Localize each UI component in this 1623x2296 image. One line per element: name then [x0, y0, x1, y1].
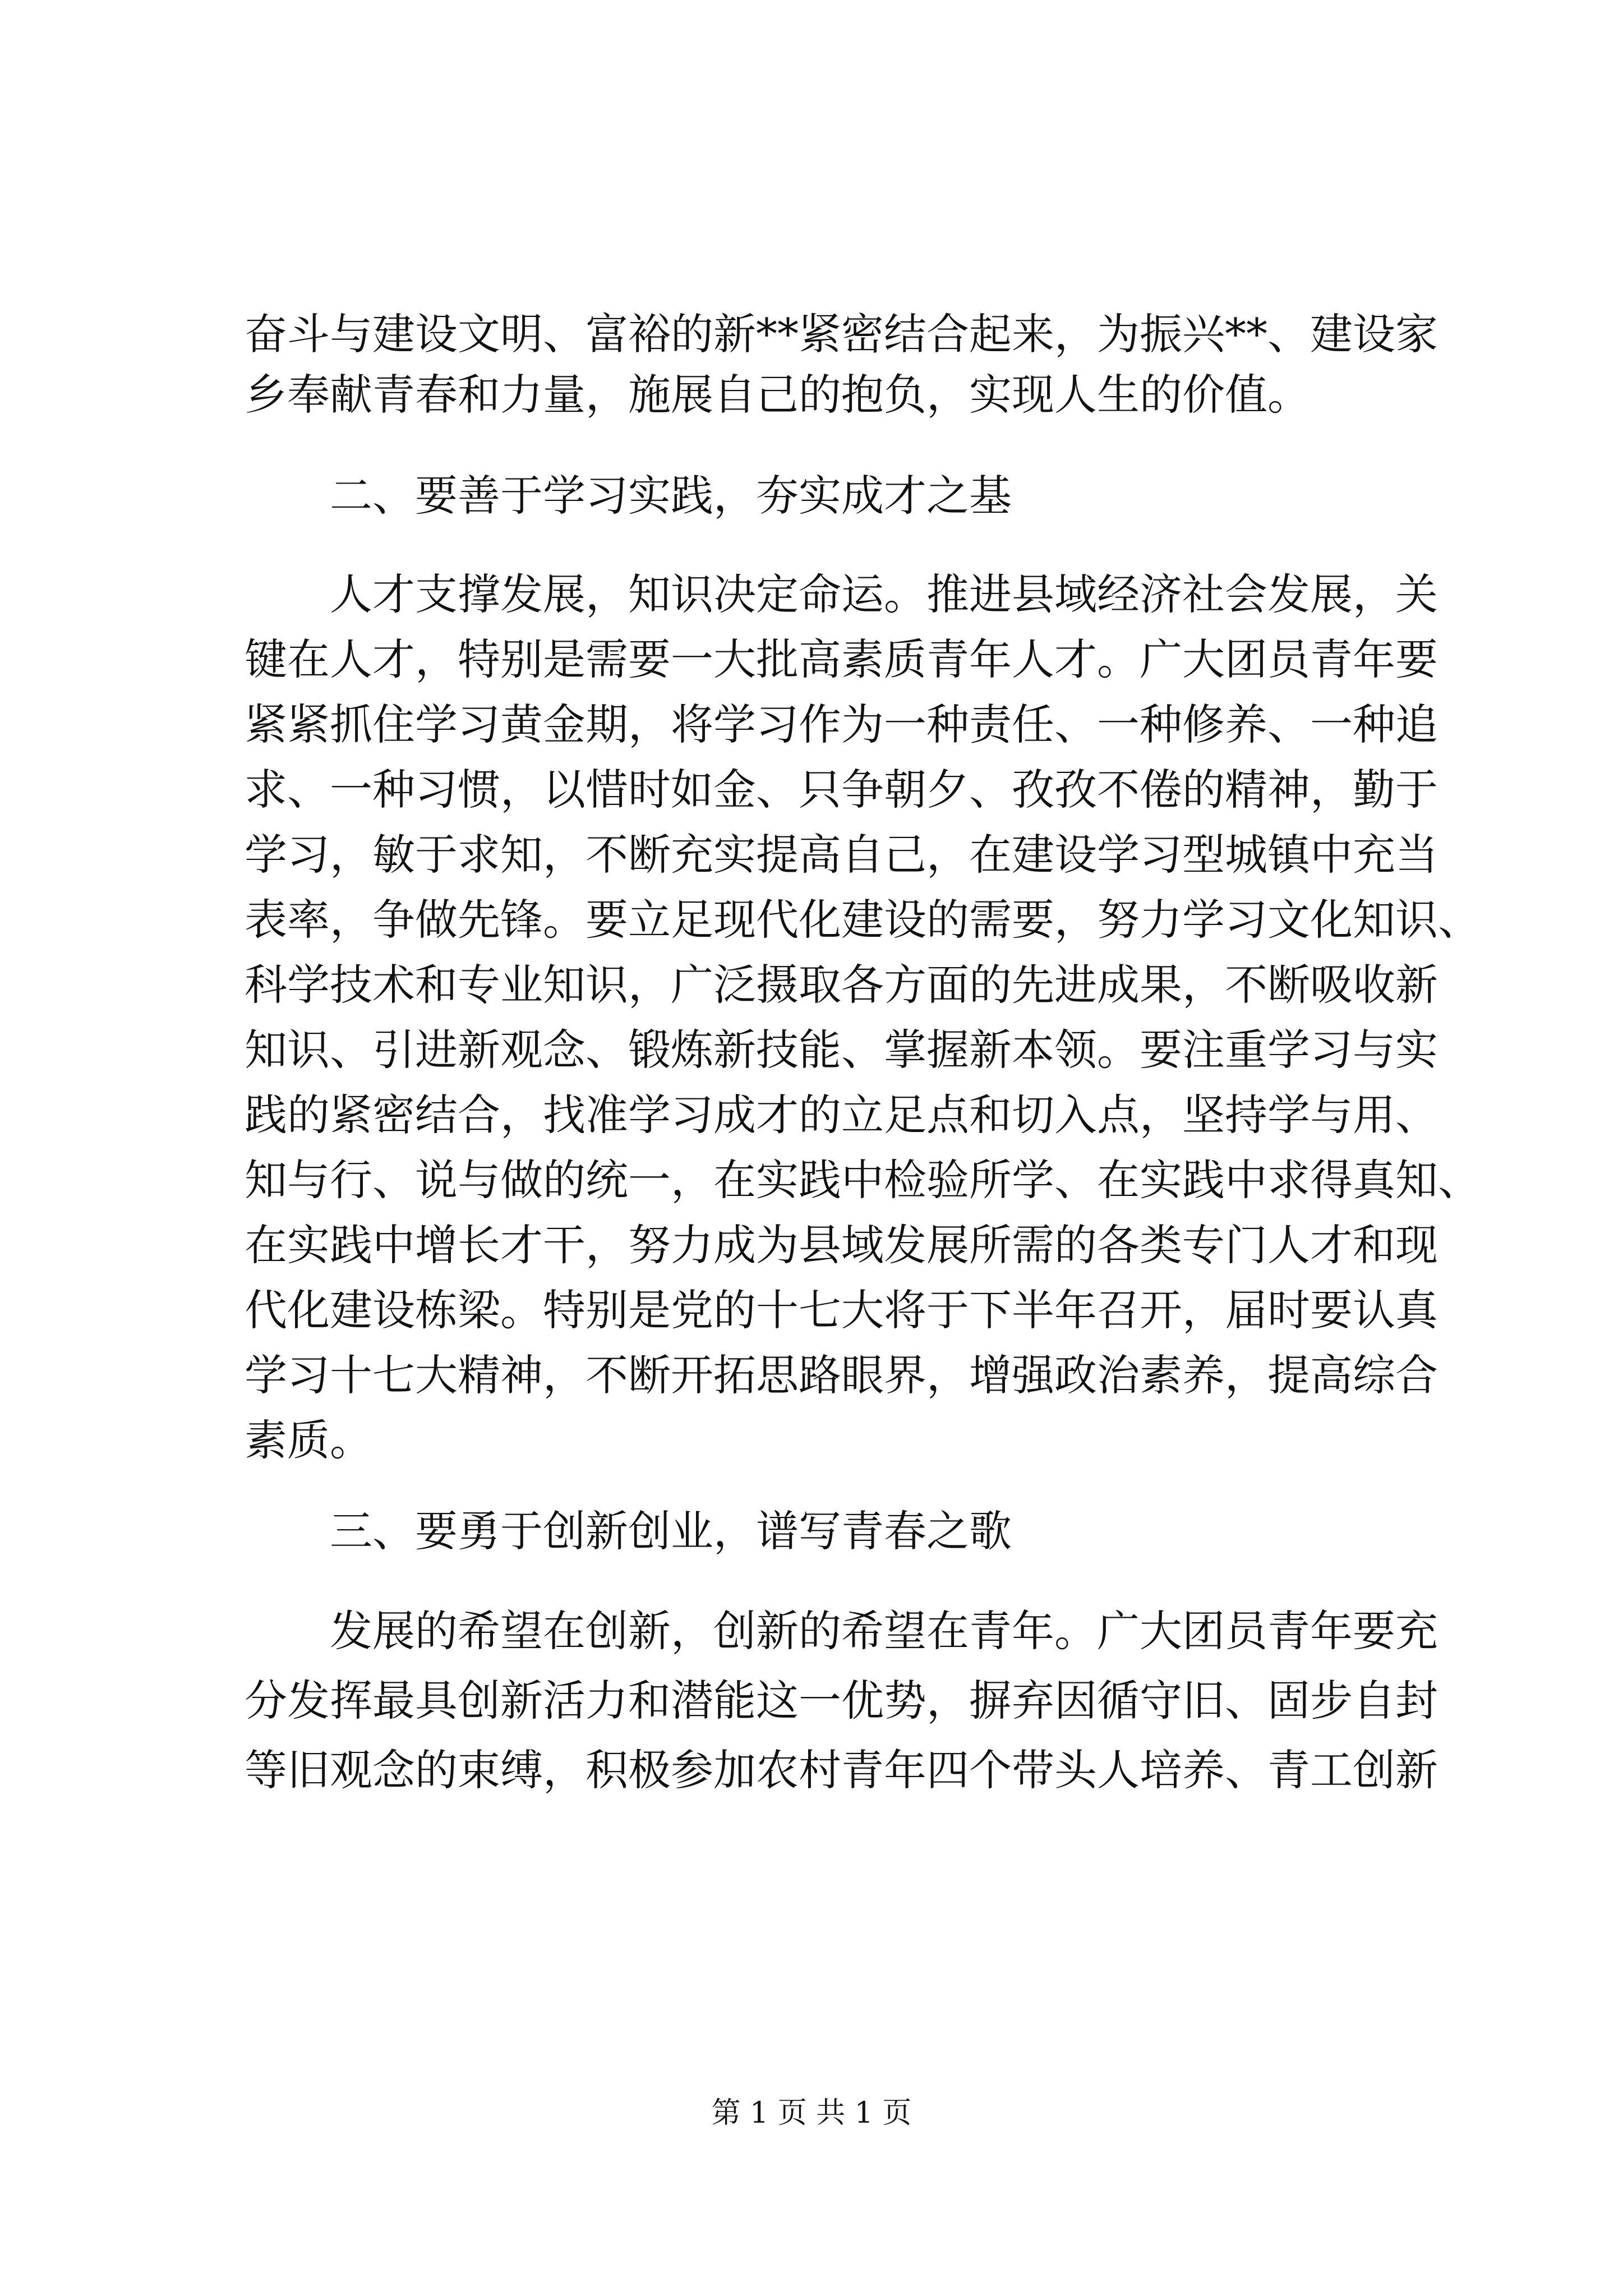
text-line: 素质。	[245, 1415, 372, 1465]
text-line: 表率，争做先锋。要立足现代化建设的需要，努力学习文化知识、	[245, 895, 1481, 945]
text-line: 键在人才，特别是需要一大批高素质青年人才。广大团员青年要	[245, 634, 1438, 684]
text-line: 学习，敏于求知，不断充实提高自己，在建设学习型城镇中充当	[245, 830, 1438, 880]
text-line: 人才支撑发展，知识决定命运。推进县域经济社会发展，关	[245, 569, 1438, 619]
text-line: 知与行、说与做的统一，在实践中检验所学、在实践中求得真知、	[245, 1155, 1481, 1205]
text-line: 奋斗与建设文明、富裕的新**紧密结合起来，为振兴**、建设家	[245, 309, 1438, 359]
section-heading: 三、要勇于创新创业，谱写青春之歌	[245, 1506, 1012, 1556]
text-line: 代化建设栋梁。特别是党的十七大将于下半年召开，届时要认真	[245, 1285, 1438, 1335]
text-line: 发展的希望在创新，创新的希望在青年。广大团员青年要充	[245, 1606, 1438, 1656]
section-heading: 二、要善于学习实践，夯实成才之基	[245, 471, 1012, 521]
page-footer: 第 1 页 共 1 页	[711, 2096, 912, 2130]
text-line: 分发挥最具创新活力和潜能这一优势，摒弃因循守旧、固步自封	[245, 1676, 1438, 1726]
text-line: 科学技术和专业知识，广泛摄取各方面的先进成果，不断吸收新	[245, 960, 1438, 1010]
text-line: 求、一种习惯，以惜时如金、只争朝夕、孜孜不倦的精神，勤于	[245, 765, 1438, 815]
text-line: 学习十七大精神，不断开拓思路眼界，增强政治素养，提高综合	[245, 1350, 1438, 1400]
text-line: 践的紧密结合，找准学习成才的立足点和切入点，坚持学与用、	[245, 1090, 1438, 1140]
text-line: 紧紧抓住学习黄金期，将学习作为一种责任、一种修养、一种追	[245, 700, 1438, 749]
text-line: 等旧观念的束缚，积极参加农村青年四个带头人培养、青工创新	[245, 1745, 1438, 1795]
text-line: 乡奉献青春和力量，施展自己的抱负，实现人生的价值。	[245, 370, 1310, 420]
text-line: 在实践中增长才干，努力成为县域发展所需的各类专门人才和现	[245, 1220, 1438, 1270]
text-line: 知识、引进新观念、锻炼新技能、掌握新本领。要注重学习与实	[245, 1025, 1438, 1075]
